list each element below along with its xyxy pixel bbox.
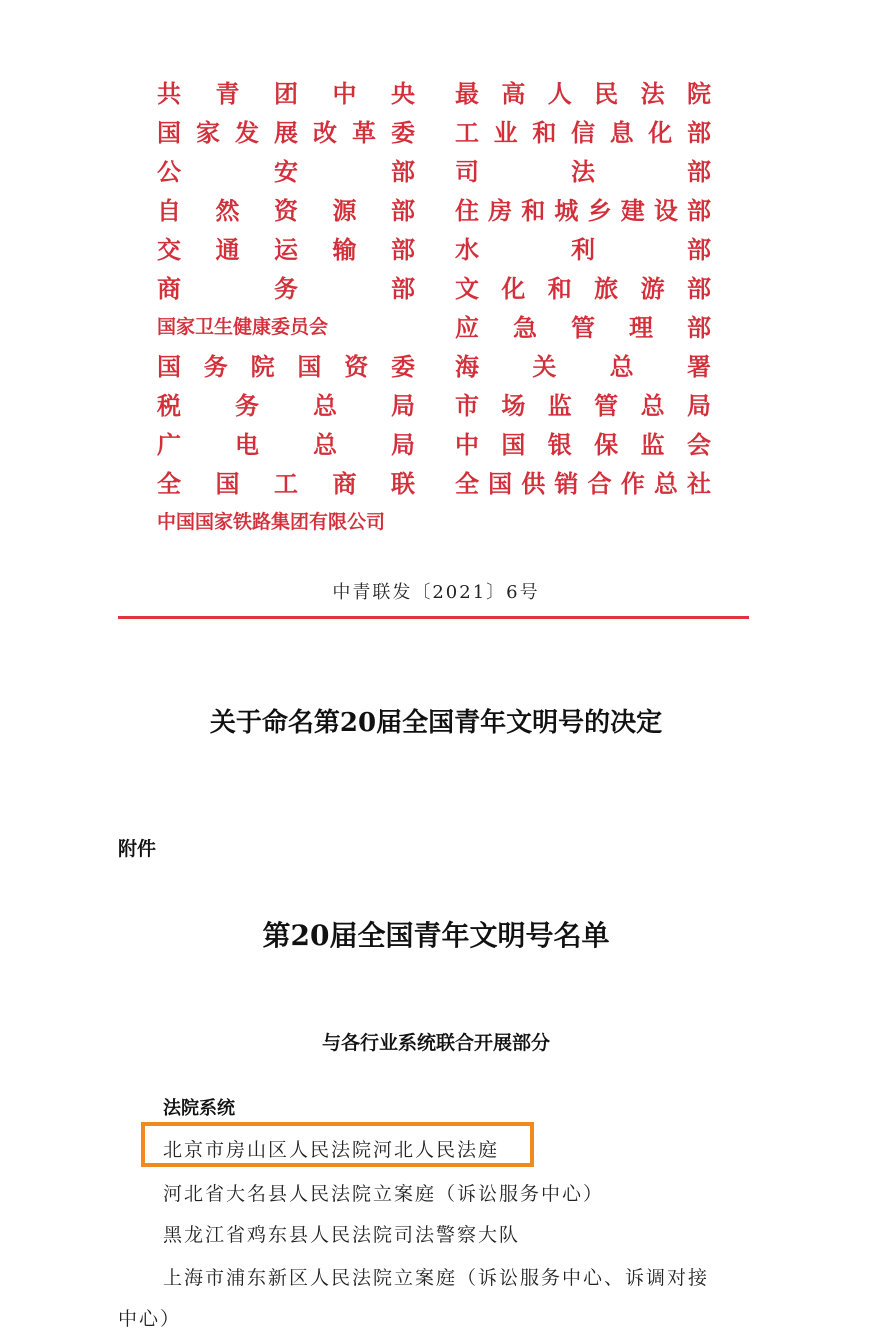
document-number: 中青联发〔2021〕6号: [332, 582, 540, 603]
issuer-name: 中 国 银 保 监 会: [455, 430, 711, 459]
issuer-name: 商 务 部: [157, 274, 415, 303]
issuer-name: 全 国 工 商 联: [157, 469, 415, 498]
issuer-name: 应 急 管 理 部: [455, 313, 711, 342]
issuer-name: 文 化 和 旅 游 部: [455, 274, 711, 303]
issuer-name: 工 业 和 信 息 化 部: [455, 118, 711, 147]
highlight-box: [141, 1122, 534, 1167]
list-item: 黑龙江省鸡东县人民法院司法警察大队: [163, 1224, 521, 1246]
system-label: 法院系统: [163, 1098, 235, 1119]
list-item: 河北省大名县人民法院立案庭（诉讼服务中心）: [163, 1183, 605, 1205]
issuer-name: 水 利 部: [455, 235, 711, 264]
issuer-name: 司 法 部: [455, 157, 711, 186]
issuer-name: 市 场 监 管 总 局: [455, 391, 711, 420]
issuer-name: 全 国 供 销 合 作 总 社: [455, 469, 711, 498]
issuer-name: 国 家 发 展 改 革 委: [157, 118, 415, 147]
list-title: 第20届全国青年文明号名单: [262, 919, 610, 952]
issuer-name: 广 电 总 局: [157, 430, 415, 459]
issuer-name: 公 安 部: [157, 157, 415, 186]
issuer-name: 海 关 总 署: [455, 352, 711, 381]
section-title: 与各行业系统联合开展部分: [321, 1032, 550, 1054]
attachment-label: 附件: [118, 838, 157, 860]
issuer-name: 税 务 总 局: [157, 391, 415, 420]
list-item: 上海市浦东新区人民法院立案庭（诉讼服务中心、诉调对接: [163, 1267, 710, 1289]
issuer-name: 自 然 资 源 部: [157, 196, 415, 225]
list-item-continuation: 中心）: [118, 1308, 182, 1330]
issuer-name: 国家卫生健康委员会: [157, 316, 329, 338]
issuer-name: 交 通 运 输 部: [157, 235, 415, 264]
issuer-name: 住 房 和 城 乡 建 设 部: [455, 196, 711, 225]
issuer-name: 最 高 人 民 法 院: [455, 79, 711, 108]
issuer-name: 国 务 院 国 资 委: [157, 352, 415, 381]
issuer-name: 中国国家铁路集团有限公司: [157, 511, 386, 533]
issuer-name: 共 青 团 中 央: [157, 79, 415, 108]
red-divider-line: [118, 616, 749, 619]
list-item-highlighted: 北京市房山区人民法院河北人民法庭: [163, 1139, 500, 1161]
decision-title: 关于命名第20届全国青年文明号的决定: [209, 708, 663, 738]
